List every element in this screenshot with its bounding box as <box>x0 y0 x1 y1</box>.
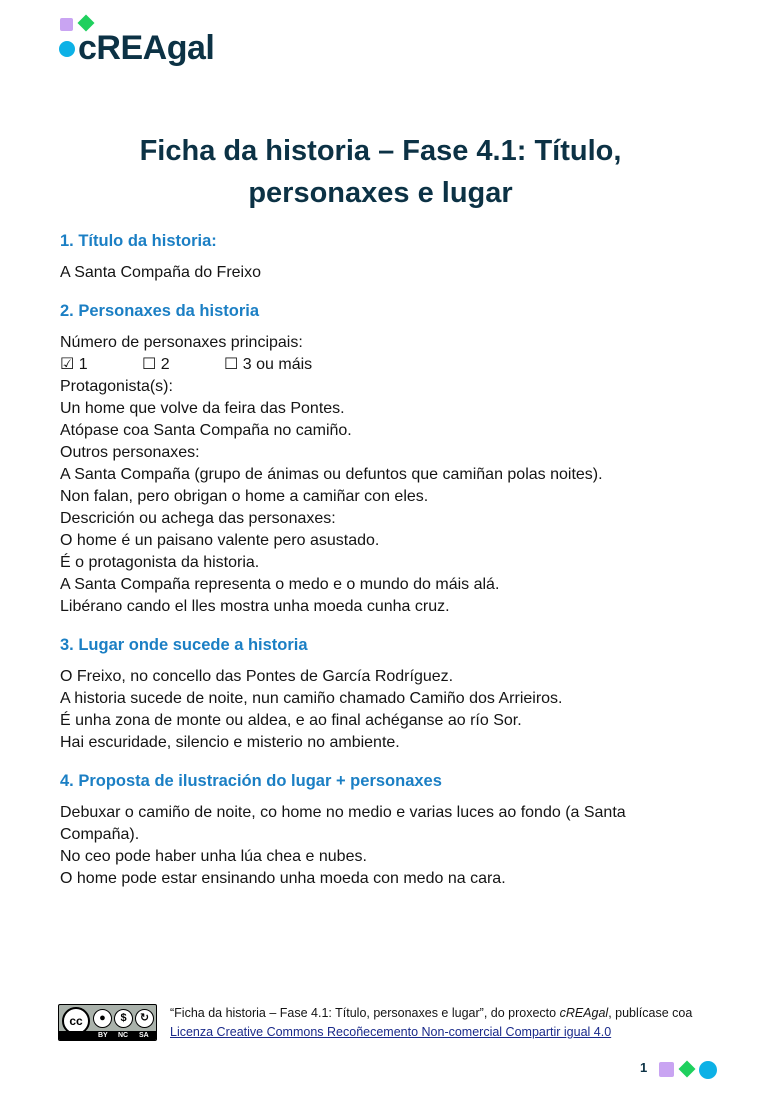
text-line: No ceo pode haber unha lúa chea e nubes. <box>60 848 367 865</box>
section-illustration <box>60 768 710 890</box>
section-characters <box>60 298 710 618</box>
text-line: Un home que volve da feira das Pontes. <box>60 400 345 417</box>
by-label: BY <box>98 1032 108 1039</box>
text-line: A Santa Compaña (grupo de ánimas ou defuntos que camiñan polas noites). <box>60 466 603 483</box>
checkbox-option-3[interactable]: ☐ 3 ou máis <box>224 356 313 373</box>
note-project: cREAgal <box>559 1006 609 1020</box>
character-count-options <box>60 354 710 376</box>
section-1-heading: 1. Título da historia: <box>60 232 217 250</box>
text-line: O home pode estar ensinando unha moeda con medo na cara. <box>60 870 506 887</box>
text-line: Outros personaxes: <box>60 444 200 461</box>
text-line: A historia sucede de noite, nun camiño chamado Camiño dos Arrieiros. <box>60 690 563 707</box>
note-prefix: “Ficha da historia – Fase 4.1: Título, personaxes e lugar”, do proxecto <box>170 1006 560 1020</box>
text-line: O Freixo, no concello das Pontes de García Rodríguez. <box>60 668 454 685</box>
creative-commons-badge[interactable] <box>58 1004 157 1041</box>
text-line: O home é un paisano valente pero asustado. <box>60 532 380 549</box>
checkbox-option-1[interactable]: ☑ 1 <box>60 356 88 373</box>
title-line-1: Ficha da historia – Fase 4.1: Título, <box>139 135 622 167</box>
document-content <box>60 228 710 890</box>
title-line-2: personaxes e lugar <box>248 177 513 209</box>
sa-label: SA <box>139 1032 149 1039</box>
text-line: A Santa Compaña representa o medo e o mundo do máis alá. <box>60 576 500 593</box>
section-4-heading: 4. Proposta de ilustración do lugar + personaxes <box>60 772 442 790</box>
text-line: Libérano cando el lles mostra unha moeda cunha cruz. <box>60 598 450 615</box>
creagal-logo <box>58 16 228 68</box>
purple-square-icon <box>60 18 73 31</box>
text-line: É unha zona de monte ou aldea, e ao final achéganse ao río Sor. <box>60 712 522 729</box>
text-line: É o protagonista da historia. <box>60 554 260 571</box>
text-line: Hai escuridade, silencio e misterio no ambiente. <box>60 734 400 751</box>
text-line: Debuxar o camiño de noite, co home no medio e varias luces ao fondo (a Santa Compaña). <box>60 804 626 843</box>
character-count-label: Número de personaxes principais: <box>60 334 303 351</box>
cc-icon: cc <box>62 1007 90 1035</box>
checkbox-option-2[interactable]: ☐ 2 <box>142 356 170 373</box>
text-line: Descrición ou achega das personaxes: <box>60 510 336 527</box>
text-line: Non falan, pero obrigan o home a camiñar con eles. <box>60 488 429 505</box>
logo-wordmark: cREAgal <box>78 29 215 67</box>
section-place <box>60 632 710 754</box>
cc-label-strip <box>59 1031 156 1040</box>
license-link[interactable]: Licenza Creative Commons Recoñecemento Non-comercial Compartir igual 4.0 <box>170 1025 612 1039</box>
section-3-heading: 3. Lugar onde sucede a historia <box>60 636 308 654</box>
section-title <box>60 228 710 284</box>
story-title-value: A Santa Compaña do Freixo <box>60 264 262 281</box>
page-number: 1 <box>640 1060 648 1075</box>
noncommercial-icon: $ <box>114 1009 133 1028</box>
green-diamond-icon <box>679 1061 696 1078</box>
purple-square-icon <box>659 1062 674 1077</box>
note-middle: , publícase coa <box>608 1006 693 1020</box>
page-title <box>60 130 701 214</box>
license-footer <box>58 1004 718 1044</box>
text-line: Atópase coa Santa Compaña no camiño. <box>60 422 352 439</box>
blue-circle-icon <box>699 1061 717 1079</box>
page-number-area <box>636 1058 726 1082</box>
sharealike-icon: ↻ <box>135 1009 154 1028</box>
blue-circle-icon <box>59 41 75 57</box>
text-line: Protagonista(s): <box>60 378 173 395</box>
nc-label: NC <box>118 1032 129 1039</box>
section-2-heading: 2. Personaxes da historia <box>60 302 260 320</box>
attribution-icon: ● <box>93 1009 112 1028</box>
license-note <box>170 1004 730 1042</box>
